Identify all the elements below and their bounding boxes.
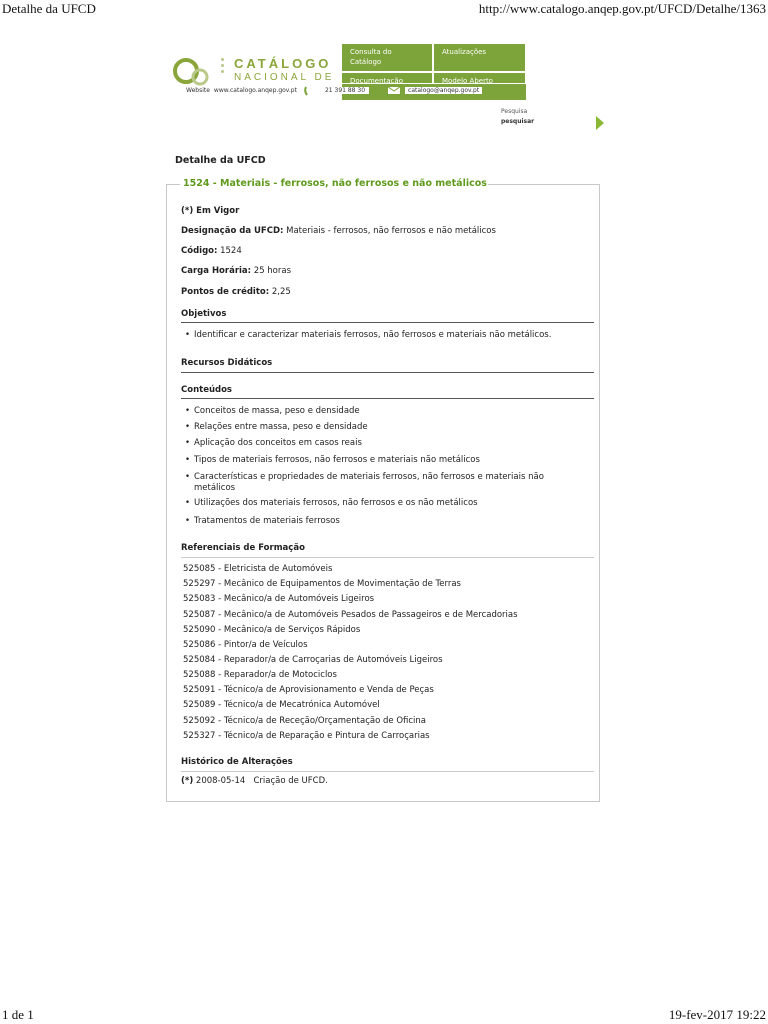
designacao-value: Materiais - ferrosos, não ferrosos e não metálicos xyxy=(286,226,496,236)
conteudos-item xyxy=(186,455,571,466)
nav-tab-atualizacoes[interactable]: Atualizações xyxy=(434,44,525,71)
conteudos-item xyxy=(186,438,571,449)
panel-top-right-border xyxy=(484,184,600,185)
mail-icon xyxy=(387,86,401,95)
contact-bar xyxy=(186,84,526,97)
recursos-heading: Recursos Didáticos xyxy=(181,358,273,368)
conteudos-heading: Conteúdos xyxy=(181,385,232,395)
status-text: (*) Em Vigor xyxy=(181,206,240,216)
phone-number: 21 391 88 30 xyxy=(321,87,369,94)
objetivos-heading: Objetivos xyxy=(181,309,227,319)
search-label: Pesquisa xyxy=(501,108,528,115)
referencial-item[interactable]: 525089 - Técnico/a de Mecatrónica Automóvel xyxy=(183,700,380,710)
carga-field xyxy=(181,266,291,276)
historico-entry xyxy=(181,776,328,786)
print-footer-datetime: 19-fev-2017 19:22 xyxy=(668,1007,766,1022)
logo-text xyxy=(234,56,334,83)
codigo-label: Código: xyxy=(181,246,218,256)
referencial-item[interactable]: 525327 - Técnico/a de Reparação e Pintura de Carroçarias xyxy=(183,731,430,741)
conteudos-item-text: • Relações entre massa, peso e densidade xyxy=(194,422,368,432)
logo-dots xyxy=(221,58,227,76)
designacao-field xyxy=(181,226,496,236)
carga-value: 25 horas xyxy=(253,266,292,276)
conteudos-item-text: • Tipos de materiais ferrosos, não ferrosos e materiais não metálicos xyxy=(194,455,480,465)
referencial-item[interactable]: 525087 - Mecânico/a de Automóveis Pesados de Passageiros e de Mercadorias xyxy=(183,610,518,620)
nav-tab-modelo-aberto[interactable]: Modelo Aberto xyxy=(434,73,525,83)
objetivos-item-text: • Identificar e caracterizar materiais ferrosos, não ferrosos e materiais não metálicos. xyxy=(194,330,552,340)
recursos-rule xyxy=(181,372,594,373)
referencial-item[interactable]: 525084 - Reparador/a de Carroçarias de Automóveis Ligeiros xyxy=(183,655,443,665)
phone-icon xyxy=(303,86,313,96)
historico-heading: Histórico de Alterações xyxy=(181,757,293,767)
historico-marker: (*) xyxy=(181,776,194,786)
historico-date: 2008-05-14 xyxy=(195,776,246,786)
conteudos-item xyxy=(186,406,571,417)
codigo-field xyxy=(181,246,242,256)
referencial-item[interactable]: 525090 - Mecânico/a de Serviços Rápidos xyxy=(183,625,361,635)
page-title: Detalhe da UFCD xyxy=(175,155,266,166)
referencial-item[interactable]: 525085 - Eletricista de Automóveis xyxy=(183,564,333,574)
conteudos-rule xyxy=(181,398,594,399)
historico-text: Criação de UFCD. xyxy=(253,776,328,786)
search-button[interactable]: pesquisar xyxy=(501,118,535,125)
objetivos-rule xyxy=(181,322,594,323)
conteudos-item-text: • Características e propriedades de materiais ferrosos, não ferrosos e materiais não metálicos xyxy=(194,472,544,493)
conteudos-item xyxy=(186,472,571,493)
conteudos-item xyxy=(186,498,571,509)
status xyxy=(181,206,239,216)
objetivos-item xyxy=(186,330,571,341)
website-label: Website xyxy=(186,87,210,94)
nav-tab-documentacao[interactable]: Documentação xyxy=(342,73,432,83)
conteudos-item xyxy=(186,422,571,433)
print-footer-page: 1 de 1 xyxy=(2,1007,34,1022)
email-link[interactable]: catalogo@anqep.gov.pt xyxy=(405,87,482,94)
conteudos-item xyxy=(186,516,571,527)
referencial-item[interactable]: 525297 - Mecânico de Equipamentos de Movimentação de Terras xyxy=(183,579,461,589)
pontos-label: Pontos de crédito: xyxy=(181,287,270,297)
carga-label: Carga Horária: xyxy=(181,266,252,276)
codigo-value: 1524 xyxy=(220,246,242,256)
referencial-item[interactable]: 525091 - Técnico/a de Aprovisionamento e Venda de Peças xyxy=(183,685,434,695)
referencial-item[interactable]: 525086 - Pintor/a de Veículos xyxy=(183,640,308,650)
referencial-item[interactable]: 525088 - Reparador/a de Motociclos xyxy=(183,670,337,680)
designacao-label: Designação da UFCD: xyxy=(181,226,284,236)
logo-line1: CATÁLOGO xyxy=(234,56,332,71)
panel-top-left-border xyxy=(166,184,180,185)
referencial-item[interactable]: 525083 - Mecânico/a de Automóveis Ligeiros xyxy=(183,594,375,604)
logo-line2: NACIONAL DE xyxy=(234,72,335,83)
referenciais-rule xyxy=(181,557,594,558)
website-link[interactable]: www.catalogo.anqep.gov.pt xyxy=(213,87,297,94)
catalogo-logo-icon xyxy=(172,55,212,87)
referenciais-heading: Referenciais de Formação xyxy=(181,543,305,553)
nav-tab-consulta[interactable]: Consulta do Catálogo xyxy=(342,44,432,71)
historico-rule xyxy=(181,771,594,772)
conteudos-item-text: • Tratamentos de materiais ferrosos xyxy=(194,516,340,526)
pontos-value: 2,25 xyxy=(271,287,291,297)
pontos-field xyxy=(181,287,291,297)
ufcd-legend: 1524 - Materiais - ferrosos, não ferrosos e não metálicos xyxy=(183,178,487,189)
print-header-url: http://www.catalogo.anqep.gov.pt/UFCD/Detalhe/1363 xyxy=(478,1,766,16)
conteudos-item-text: • Conceitos de massa, peso e densidade xyxy=(194,406,360,416)
conteudos-item-text: • Utilizações dos materiais ferrosos, não ferrosos e os não metálicos xyxy=(194,498,478,508)
arrow-right-icon[interactable] xyxy=(596,116,604,130)
referencial-item[interactable]: 525092 - Técnico/a de Receção/Orçamentação de Oficina xyxy=(183,716,427,726)
print-header-title: Detalhe da UFCD xyxy=(2,1,96,16)
conteudos-item-text: • Aplicação dos conceitos em casos reais xyxy=(194,438,362,448)
